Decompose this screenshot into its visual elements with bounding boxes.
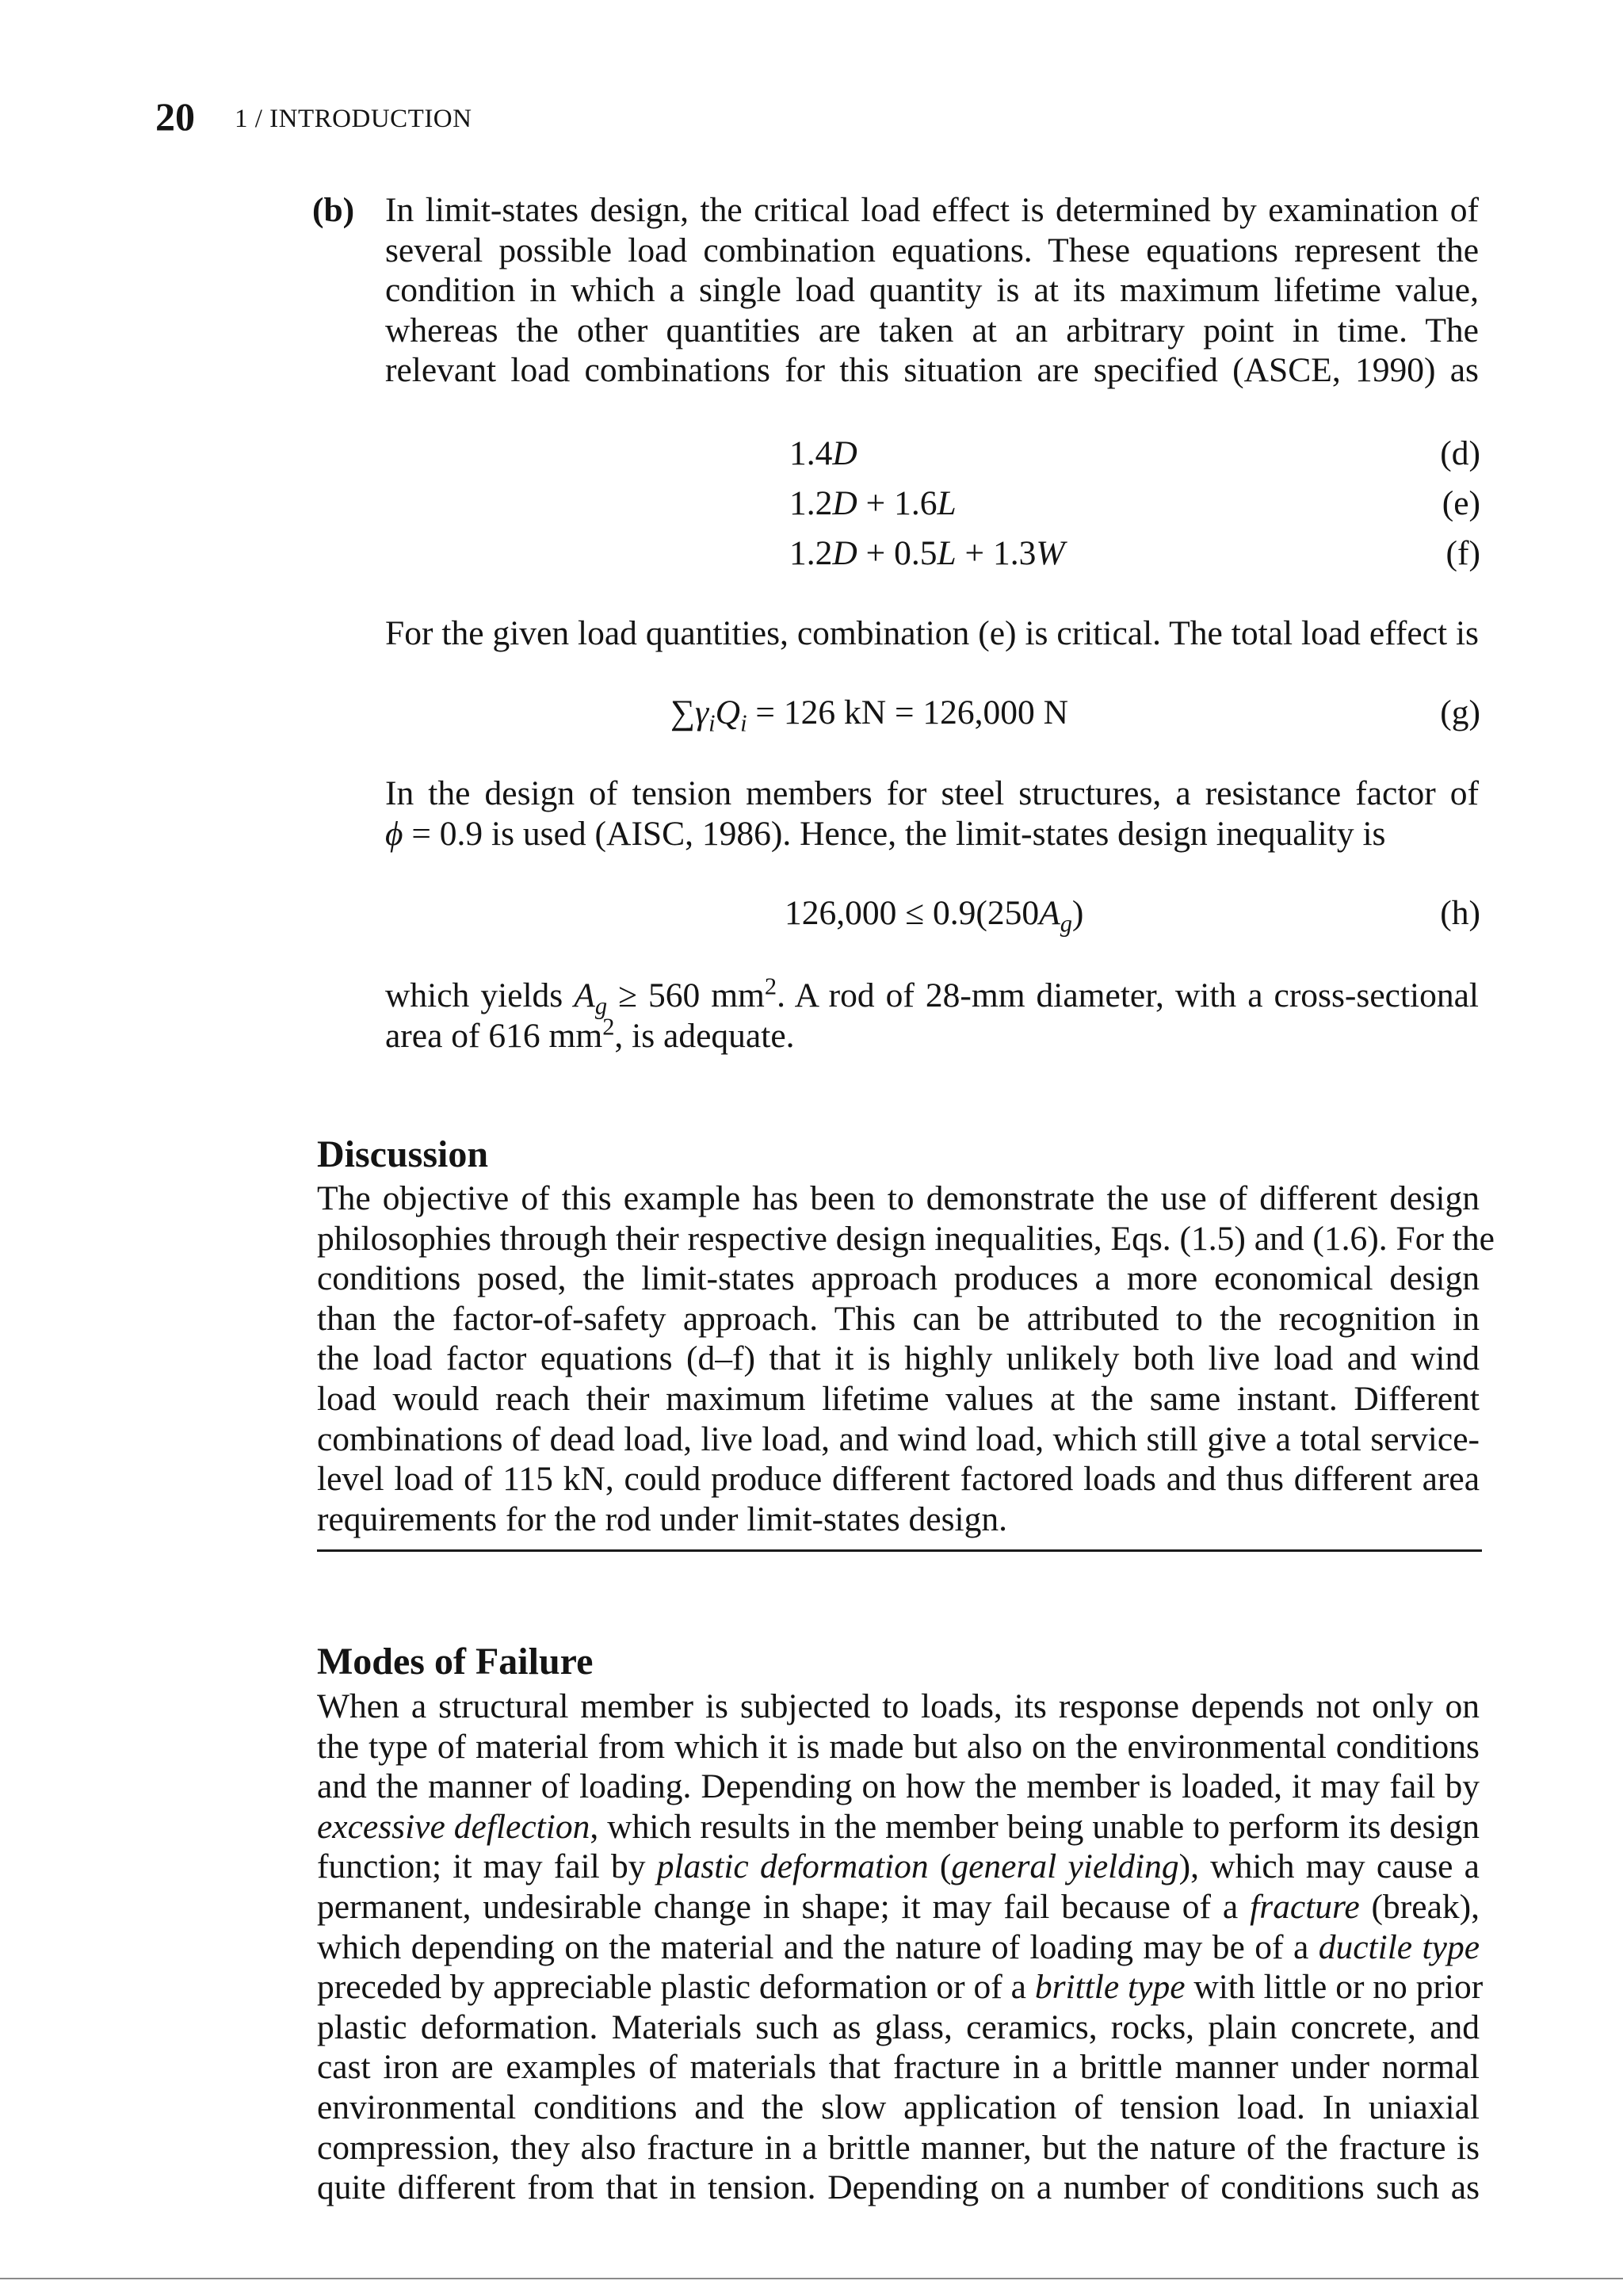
- text-line: load would reach their maximum lifetime values at the same instant. Different: [317, 1379, 1480, 1418]
- part-b-marker: (b): [312, 191, 355, 229]
- text-line: level load of 115 kN, could produce different factored loads and thus different area: [317, 1460, 1480, 1499]
- text-line: the load factor equations (d–f) that it is highly unlikely both live load and wind: [317, 1339, 1480, 1378]
- text-line: compression, they also fracture in a brittle manner, but the nature of the fracture is: [317, 2128, 1480, 2167]
- text-line: ϕ = 0.9 is used (AISC, 1986). Hence, the limit-states design inequality is: [385, 814, 1386, 853]
- text-line: condition in which a single load quantity is at its maximum lifetime value,: [385, 271, 1479, 310]
- running-head: 1 / INTRODUCTION: [235, 105, 472, 133]
- equation-g: $\sum\gamma_iQ_i = 126$ kN = 126,000 N: [670, 693, 1069, 737]
- text-line: The objective of this example has been to demonstrate the use of different design: [317, 1179, 1480, 1217]
- text-line: excessive deflection, which results in the member being unable to perform its design: [317, 1807, 1480, 1846]
- equation-number-d: (d): [1440, 434, 1480, 472]
- equation-number-e: (e): [1442, 484, 1480, 522]
- text-line: which depending on the material and the nature of loading may be of a ductile type: [317, 1927, 1480, 1966]
- equation-d: 1.4D: [789, 434, 857, 472]
- equation-number-f: (f): [1445, 534, 1480, 572]
- modes-heading: Modes of Failure: [317, 1641, 594, 1683]
- text-line: environmental conditions and the slow application of tension load. In uniaxial: [317, 2088, 1480, 2126]
- discussion-paragraph: [317, 1179, 1495, 1539]
- text-line: the type of material from which it is made but also on the environmental conditions: [317, 1727, 1480, 1766]
- text-line: conditions posed, the limit-states approach produces a more economical design: [317, 1259, 1480, 1298]
- text-line: function; it may fail by plastic deformation (general yielding), which may cause a: [317, 1847, 1480, 1886]
- resistance-paragraph: [385, 774, 1479, 854]
- text-line: In limit-states design, the critical load effect is determined by examination of: [385, 191, 1479, 229]
- text-line: plastic deformation. Materials such as glass, ceramics, rocks, plain concrete, and: [317, 2008, 1480, 2046]
- equation-h: $126,000 \le 0.9(250A_g)$: [785, 894, 1084, 938]
- text-line: whereas the other quantities are taken at an arbitrary point in time. The: [385, 311, 1479, 350]
- text-line: relevant load combinations for this situation are specified (ASCE, 1990) as: [385, 351, 1479, 390]
- text-line: cast iron are examples of materials that fracture in a brittle manner under normal: [317, 2048, 1480, 2087]
- text-line: combinations of dead load, live load, and wind load, which still give a total service-: [317, 1419, 1480, 1458]
- equation-f: 1.2D + 0.5L + 1.3W: [789, 534, 1065, 572]
- yields-paragraph: [385, 972, 1480, 1056]
- text-line: area of 616 $mm^2$, is adequate.: [385, 1013, 795, 1055]
- equation-number-g: (g): [1440, 693, 1480, 732]
- discussion-heading: Discussion: [317, 1133, 489, 1175]
- text-line: quite different from that in tension. Depending on a number of conditions such as: [317, 2168, 1480, 2207]
- text-line: permanent, undesirable change in shape; it may fail because of a fracture (break),: [317, 1887, 1480, 1926]
- text-line: philosophies through their respective design inequalities, Eqs. (1.5) and (1.6). For the: [317, 1219, 1495, 1258]
- text-line: and the manner of loading. Depending on how the member is loaded, it may fail by: [317, 1767, 1480, 1806]
- text-line: than the factor-of-safety approach. This can be attributed to the recognition in: [317, 1299, 1480, 1338]
- text-line: When a structural member is subjected to loads, its response depends not only on: [317, 1687, 1480, 1725]
- text-line: several possible load combination equations. These equations represent the: [385, 231, 1479, 269]
- text-line: In the design of tension members for steel structures, a resistance factor of: [385, 774, 1479, 812]
- critical-text: [385, 613, 1479, 654]
- modes-paragraph: [317, 1687, 1484, 2208]
- equation-e: 1.2D + 1.6L: [789, 484, 957, 522]
- equation-number-h: (h): [1440, 894, 1480, 932]
- page-number: 20: [155, 94, 195, 139]
- text-line: which yields $A_g \ge 560$ $mm^2$. A rod of 28-mm diameter, with a cross-sectional: [385, 972, 1480, 1020]
- page-bottom-edge: [0, 2278, 1623, 2279]
- text-line: requirements for the rod under limit-states design.: [317, 1499, 1007, 1538]
- text-line: For the given load quantities, combination (e) is critical. The total load effect is: [385, 614, 1479, 652]
- section-rule: [317, 1549, 1482, 1552]
- part-b-paragraph: [385, 190, 1479, 391]
- text-line: preceded by appreciable plastic deformation or of a brittle type with little or no prior: [317, 1968, 1484, 2007]
